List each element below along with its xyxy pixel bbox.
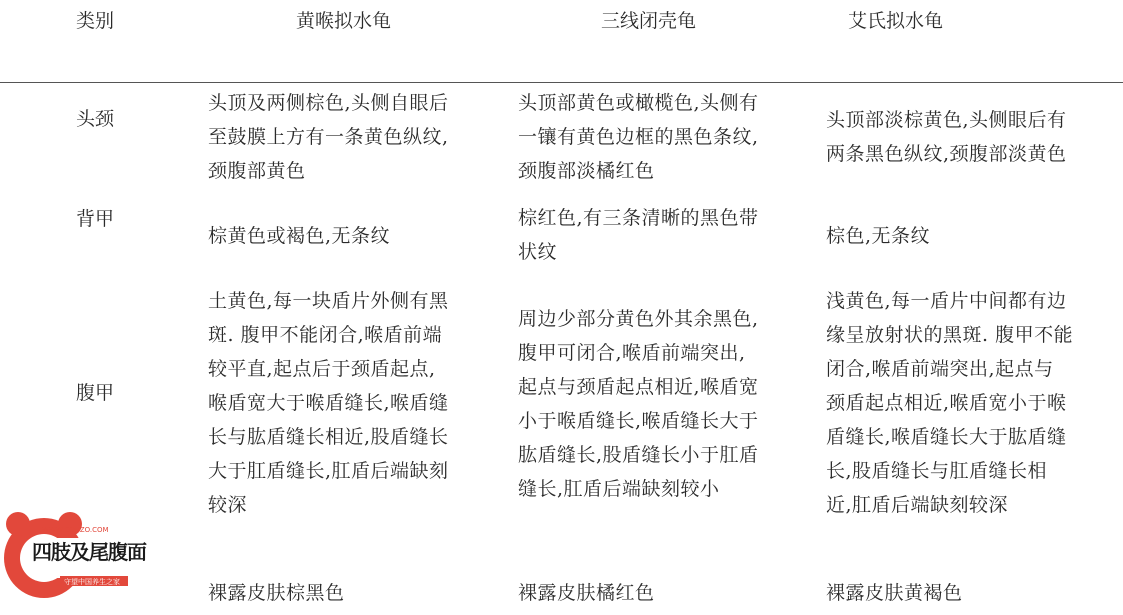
row-label-carapace: 背甲 bbox=[76, 208, 115, 230]
cell-line: 腹甲可闭合,喉盾前端突出, bbox=[518, 342, 746, 364]
cell-limbs-col2 bbox=[518, 576, 655, 610]
cell-line: 近,肛盾后端缺刻较深 bbox=[826, 494, 1009, 516]
cell-line: 盾缝长,喉盾缝长大于肱盾缝 bbox=[826, 426, 1067, 448]
cell-line: 两条黑色纵纹,颈腹部淡黄色 bbox=[826, 143, 1067, 165]
cell-line: 较深 bbox=[208, 494, 248, 516]
header-rule bbox=[0, 82, 1123, 83]
cell-line: 闭合,喉盾前端突出,起点与 bbox=[826, 358, 1054, 380]
cell-line: 小于喉盾缝长,喉盾缝长大于 bbox=[518, 410, 759, 432]
cell-head-col3 bbox=[826, 103, 1067, 171]
cell-head-col1 bbox=[208, 86, 449, 188]
cell-line: 喉盾宽大于喉盾缝长,喉盾缝 bbox=[208, 392, 449, 414]
header-col-sanxian: 三线闭壳龟 bbox=[601, 10, 697, 32]
cell-line: 土黄色,每一块盾片外侧有黑 bbox=[208, 290, 449, 312]
cell-line: 较平直,起点后于颈盾起点, bbox=[208, 358, 436, 380]
logo-ear-left bbox=[6, 512, 30, 536]
header-category: 类别 bbox=[76, 10, 115, 32]
cell-line: 头顶及两侧棕色,头侧自眼后 bbox=[208, 92, 449, 114]
cell-line: 大于肛盾缝长,肛盾后端缺刻 bbox=[208, 460, 449, 482]
cell-line: 状纹 bbox=[518, 241, 558, 263]
cell-line: 裸露皮肤黄褐色 bbox=[826, 582, 963, 604]
cell-line: 斑. 腹甲不能闭合,喉盾前端 bbox=[208, 324, 443, 346]
cell-line: 颈腹部黄色 bbox=[208, 160, 306, 182]
cell-plastron-col3 bbox=[826, 284, 1073, 522]
cell-line: 头顶部黄色或橄榄色,头侧有 bbox=[518, 92, 759, 114]
cell-plastron-col1 bbox=[208, 284, 449, 522]
cell-plastron-col2 bbox=[518, 302, 759, 506]
header-col-aishi: 艾氏拟水龟 bbox=[848, 10, 944, 32]
cell-line: 缝长,肛盾后端缺刻较小 bbox=[518, 478, 720, 500]
cell-line: 起点与颈盾起点相近,喉盾宽 bbox=[518, 376, 759, 398]
cell-limbs-col3 bbox=[826, 576, 963, 610]
cell-limbs-col1 bbox=[208, 576, 345, 610]
row-label-head-neck: 头颈 bbox=[76, 108, 115, 130]
row-label-plastron: 腹甲 bbox=[76, 382, 115, 404]
cell-carapace-col2 bbox=[518, 201, 759, 269]
cell-line: 周边少部分黄色外其余黑色, bbox=[518, 308, 759, 330]
cell-head-col2 bbox=[518, 86, 759, 188]
cell-carapace-col3 bbox=[826, 219, 930, 253]
cell-line: 裸露皮肤橘红色 bbox=[518, 582, 655, 604]
cell-line: 长与肱盾缝长相近,股盾缝长 bbox=[208, 426, 449, 448]
cell-line: 浅黄色,每一盾片中间都有边 bbox=[826, 290, 1067, 312]
cell-line: 颈盾起点相近,喉盾宽小于喉 bbox=[826, 392, 1067, 414]
cell-line: 一镶有黄色边框的黑色条纹, bbox=[518, 126, 759, 148]
cell-line: 棕黄色或褐色,无条纹 bbox=[208, 225, 391, 247]
cell-carapace-col1 bbox=[208, 219, 390, 253]
row-label-limbs-tail: 四肢及尾腹面 bbox=[32, 540, 146, 564]
cell-line: 头顶部淡棕黄色,头侧眼后有 bbox=[826, 109, 1067, 131]
cell-line: 至鼓膜上方有一条黄色纵纹, bbox=[208, 126, 449, 148]
watermark-site: WWW.CQHZO.COM bbox=[42, 526, 109, 534]
cell-line: 长,股盾缝长与肛盾缝长相 bbox=[826, 460, 1048, 482]
cell-line: 裸露皮肤棕黑色 bbox=[208, 582, 345, 604]
cell-line: 肱盾缝长,股盾缝长小于肛盾 bbox=[518, 444, 759, 466]
cell-line: 颈腹部淡橘红色 bbox=[518, 160, 655, 182]
header-col-huanghou: 黄喉拟水龟 bbox=[296, 10, 392, 32]
cell-line: 棕红色,有三条清晰的黑色带 bbox=[518, 207, 759, 229]
cell-line: 缘呈放射状的黑斑. 腹甲不能 bbox=[826, 324, 1074, 346]
cell-line: 棕色,无条纹 bbox=[826, 225, 931, 247]
watermark-slogan: 守望中国养生之家 bbox=[64, 578, 120, 586]
